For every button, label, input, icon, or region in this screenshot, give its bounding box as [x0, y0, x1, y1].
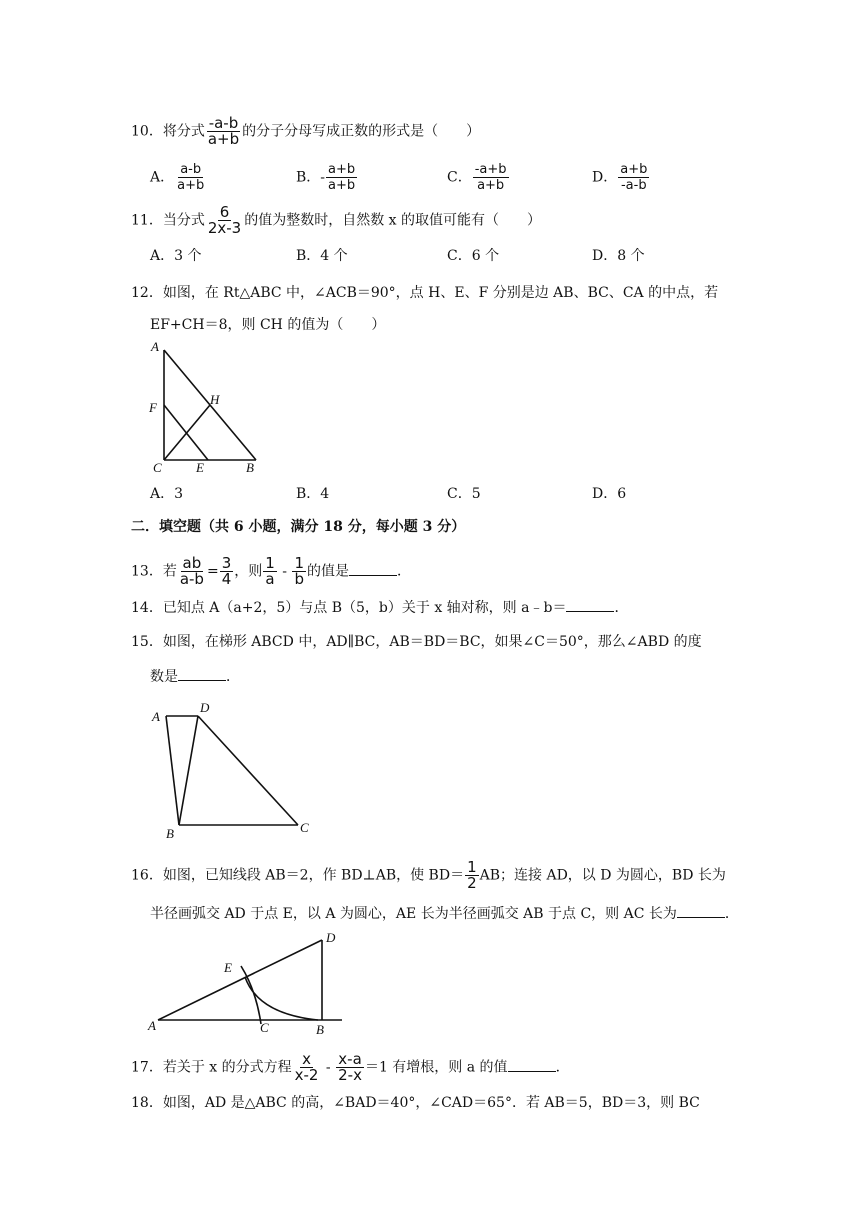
- side-dc: [198, 716, 298, 825]
- question-number: 10．: [131, 123, 163, 140]
- q16-stem-line2: 半径画弧交 AD 于点 E，以 A 为圆心，AE 长为半径画弧交 AB 于点 C，则 AC 长为 ．: [150, 903, 739, 924]
- q16-figure: [146, 928, 346, 1034]
- q10-option-d[interactable]: D． $\frac{a+b}{-a-b}$: [592, 162, 648, 193]
- q17-stem: 17．若关于 x 的分式方程 $\frac{x}{x-2}$ - $\frac{x-a}{2-x}$ ＝1 有增根，则 a 的值 ．: [131, 1050, 570, 1084]
- q11-fraction: $\frac{6}{2x-3}$: [207, 203, 242, 237]
- question-number: 14．: [131, 600, 163, 616]
- q10-option-a[interactable]: A． $\frac{a-b}{a+b}$: [150, 162, 205, 193]
- label-b: B: [246, 460, 254, 475]
- q11-option-d[interactable]: D．8 个: [592, 248, 645, 264]
- q10-option-c[interactable]: C． $\frac{-a+b}{a+b}$: [447, 162, 507, 193]
- q12-figure: [144, 336, 270, 476]
- q15-figure: [146, 696, 326, 842]
- answer-blank[interactable]: [677, 903, 725, 918]
- label-h: H: [210, 392, 220, 407]
- q12-stem-line2: EF+CH＝8，则 CH 的值为（ ）: [150, 317, 386, 333]
- q13-stem: 13．若 $\frac{ab}{a-b}$ = $\frac{3}{4}$ ，则 $\frac{1}{a}$ - $\frac{1}{b}$ 的值是 ．: [131, 554, 411, 588]
- label-e: E: [196, 460, 204, 475]
- label-f: F: [149, 400, 157, 415]
- q12-option-a[interactable]: A．3: [150, 486, 184, 502]
- q12-option-b[interactable]: B．4: [296, 486, 330, 502]
- q10-option-b[interactable]: B．- $\frac{a+b}{a+b}$: [296, 162, 356, 193]
- answer-blank[interactable]: [349, 561, 397, 576]
- label-b: B: [166, 826, 174, 841]
- section-heading-fill-blank: 二．填空题（共 6 小题，满分 18 分，每小题 3 分）: [131, 519, 466, 535]
- q14-stem: 14．已知点 A（a+2，5）与点 B（5，b）关于 x 轴对称，则 a﹣b＝ ．: [131, 597, 628, 618]
- q16-stem-line1: 16．如图，已知线段 AB＝2，作 BD⊥AB，使 BD＝ $\frac{1}{2}$ AB；连接 AD，以 D 为圆心，BD 长为: [131, 858, 726, 892]
- q12-stem-line1: 12．如图，在 Rt△ABC 中，∠ACB＝90°，点 H、E、F 分别是边 AB、BC、CA 的中点，若: [131, 285, 719, 301]
- diagonal-bd: [179, 716, 198, 825]
- label-b: B: [316, 1022, 324, 1034]
- q10-fraction: $\frac{-a-b}{a+b}$: [207, 114, 240, 148]
- q11-option-a[interactable]: A．3 个: [150, 248, 202, 264]
- q11-stem: 11．当分式 $\frac{6}{2x-3}$ 的值为整数时，自然数 x 的取值可能有（ ）: [131, 203, 542, 237]
- question-number: 18．: [131, 1095, 163, 1111]
- answer-blank[interactable]: [508, 1057, 556, 1072]
- label-d: D: [200, 700, 210, 715]
- label-a: A: [151, 339, 159, 354]
- label-d: D: [326, 930, 336, 945]
- label-c: C: [153, 460, 162, 475]
- q11-option-b[interactable]: B．4 个: [296, 248, 348, 264]
- q11-option-c[interactable]: C．6 个: [447, 248, 500, 264]
- label-c: C: [300, 820, 309, 835]
- q12-option-c[interactable]: C．5: [447, 486, 481, 502]
- question-number: 13．: [131, 563, 163, 580]
- q18-stem: 18．如图，AD 是△ABC 的高，∠BAD＝40°，∠CAD＝65°．若 AB＝5，BD＝3，则 BC: [131, 1095, 700, 1111]
- question-number: 15．: [131, 634, 163, 650]
- question-number: 16．: [131, 867, 163, 884]
- q15-stem-line1: 15．如图，在梯形 ABCD 中，AD∥BC，AB＝BD＝BC，如果∠C＝50°，那么∠ABD 的度: [131, 634, 702, 650]
- label-a: A: [148, 1018, 156, 1033]
- question-number: 11．: [131, 212, 163, 229]
- question-number: 12．: [131, 285, 163, 301]
- q10-stem: 10．将分式 $\frac{-a-b}{a+b}$ 的分子分母写成正数的形式是（ ）: [131, 114, 481, 148]
- q12-option-d[interactable]: D．6: [592, 486, 627, 502]
- label-c: C: [260, 1020, 269, 1034]
- label-a: A: [152, 709, 160, 724]
- label-e: E: [224, 960, 232, 975]
- answer-blank[interactable]: [178, 666, 226, 681]
- answer-blank[interactable]: [566, 597, 614, 612]
- segment-ad: [158, 940, 322, 1020]
- side-ab: [166, 716, 179, 825]
- question-number: 17．: [131, 1059, 163, 1076]
- q15-stem-line2: 数是 ．: [150, 666, 240, 687]
